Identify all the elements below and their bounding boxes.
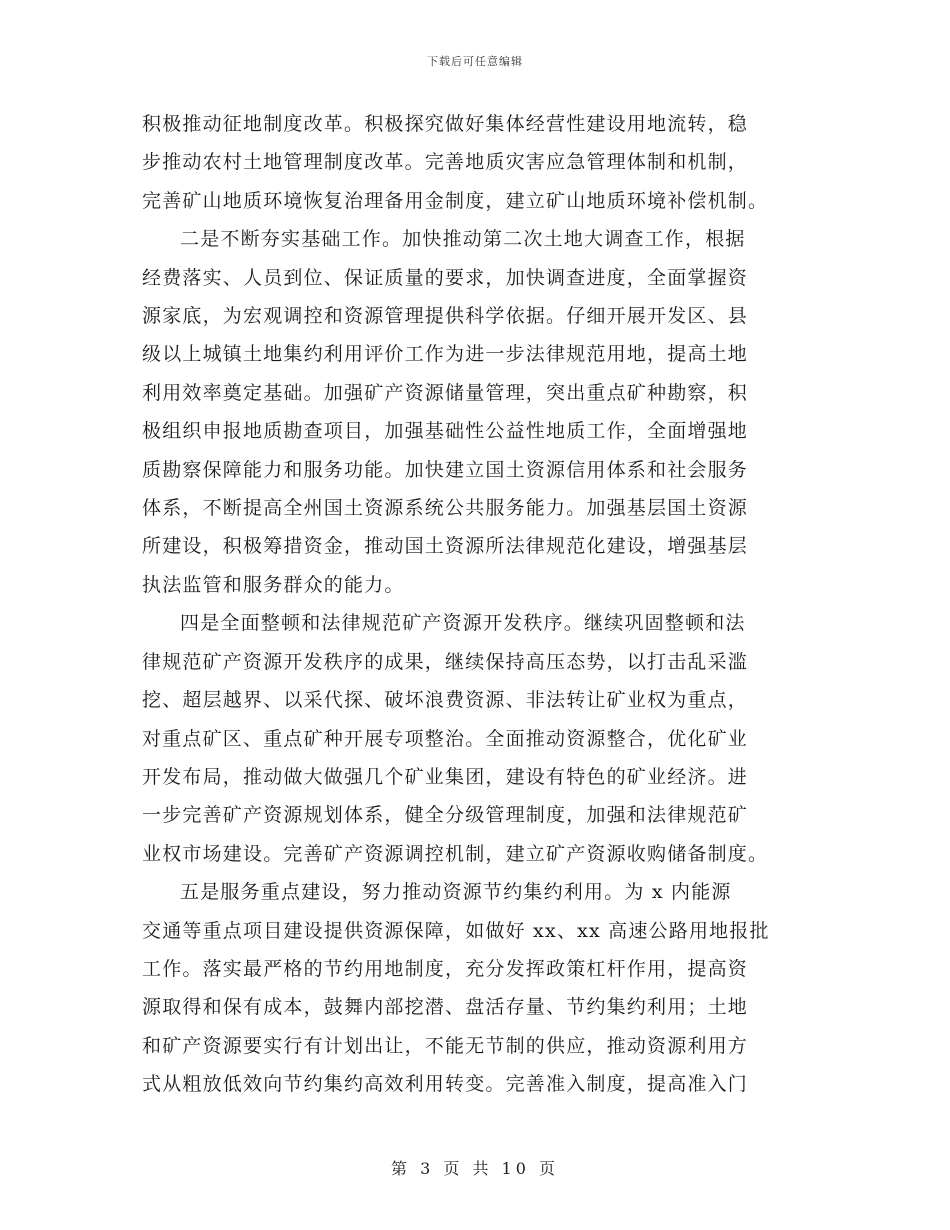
- text-line: 利用效率奠定基础。加强矿产资源储量管理，突出重点矿种勘察，积: [142, 381, 749, 404]
- text-line: 式从粗放低效向节约集约高效利用转变。完善准入制度，提高准入门: [142, 1073, 749, 1096]
- text-line: 四是全面整顿和法律规范矿产资源开发秩序。继续巩固整顿和法: [180, 612, 746, 635]
- text-line: 完善矿山地质环境恢复治理备用金制度，建立矿山地质环境补偿机制。: [142, 189, 769, 212]
- page-header-note: 下载后可任意编辑: [427, 55, 523, 68]
- text-line: 交通等重点项目建设提供资源保障，如做好 xx、xx 高速公路用地报批: [142, 919, 770, 942]
- text-line: 级以上城镇土地集约利用评价工作为进一步法律规范用地，提高土地: [142, 343, 749, 366]
- text-line: 源取得和保有成本，鼓舞内部挖潜、盘活存量、节约集约利用；土地: [142, 996, 749, 1019]
- text-line: 所建设，积极筹措资金，推动国土资源所法律规范化建设，增强基层: [142, 535, 749, 558]
- text-line: 步推动农村土地管理制度改革。完善地质灾害应急管理体制和机制，: [142, 151, 749, 174]
- page-number: 第 3 页 共 10 页: [391, 1159, 559, 1178]
- text-line: 工作。落实最严格的节约用地制度，充分发挥政策杠杆作用，提高资: [142, 957, 749, 980]
- paragraph: [142, 220, 812, 604]
- document-body: [142, 105, 812, 1104]
- paragraph: [142, 604, 812, 873]
- text-line: 挖、超层越界、以采代探、破坏浪费资源、非法转让矿业权为重点，: [142, 689, 749, 712]
- text-line: 和矿产资源要实行有计划出让，不能无节制的供应，推动资源利用方: [142, 1034, 749, 1057]
- paragraph: [142, 105, 812, 220]
- text-line: 执法监管和服务群众的能力。: [142, 573, 405, 596]
- text-line: 律规范矿产资源开发秩序的成果，继续保持高压态势，以打击乱采滥: [142, 650, 749, 673]
- text-line: 质勘察保障能力和服务功能。加快建立国土资源信用体系和社会服务: [142, 458, 749, 481]
- text-line: 经费落实、人员到位、保证质量的要求，加快调查进度，全面掌握资: [142, 266, 749, 289]
- text-line: 业权市场建设。完善矿产资源调控机制，建立矿产资源收购储备制度。: [142, 842, 769, 865]
- text-line: 积极推动征地制度改革。积极探究做好集体经营性建设用地流转，稳: [142, 113, 749, 135]
- text-line: 对重点矿区、重点矿种开展专项整治。全面推动资源整合，优化矿业: [142, 727, 749, 750]
- text-line: 体系，不断提高全州国土资源系统公共服务能力。加强基层国土资源: [142, 497, 749, 520]
- paragraph: [142, 873, 812, 1103]
- text-line: 二是不断夯实基础工作。加快推动第二次土地大调查工作，根据: [180, 228, 746, 251]
- text-line: 极组织申报地质勘查项目，加强基础性公益性地质工作，全面增强地: [142, 420, 749, 443]
- text-line: 一步完善矿产资源规划体系，健全分级管理制度，加强和法律规范矿: [142, 804, 749, 827]
- text-line: 五是服务重点建设，努力推动资源节约集约利用。为 x 内能源: [180, 881, 732, 904]
- text-line: 开发布局，推动做大做强几个矿业集团，建设有特色的矿业经济。进: [142, 765, 749, 788]
- text-line: 源家底，为宏观调控和资源管理提供科学依据。仔细开展开发区、县: [142, 305, 749, 328]
